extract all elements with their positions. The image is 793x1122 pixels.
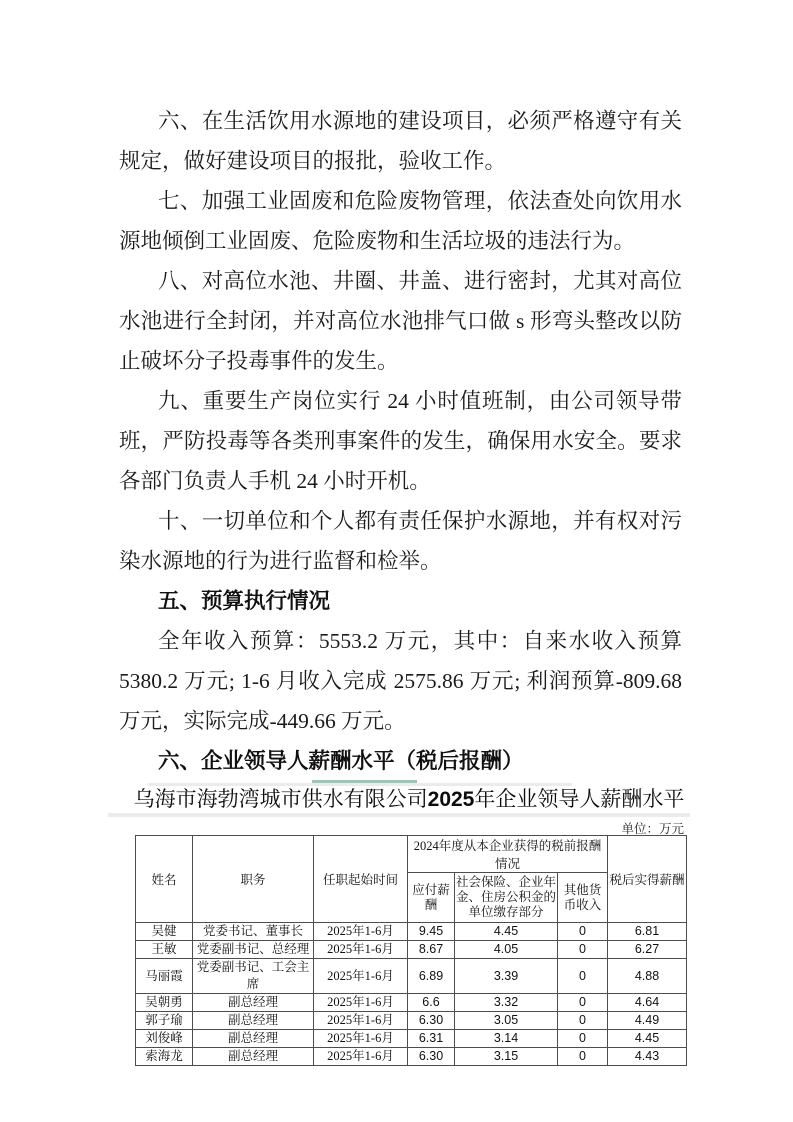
body-text-line: 班，严防投毒等各类刑事案件的发生，确保用水安全。要求: [119, 429, 682, 453]
section-heading: 五、预算执行情况: [158, 589, 331, 613]
col-header-position: 职务: [193, 836, 314, 923]
col-header-term: 任职起始时间: [314, 836, 408, 923]
salary-cell-name: 郭子瑜: [136, 1012, 193, 1030]
title-suffix: 年企业领导人薪酬水平: [474, 787, 685, 811]
salary-table-row: [136, 941, 687, 959]
salary-cell-term: 2025年1-6月: [314, 941, 408, 959]
salary-cell-social: 3.32: [455, 994, 558, 1012]
title-prefix: 乌海市海勃湾城市供水有限公司: [133, 787, 428, 811]
salary-cell-social: 3.14: [455, 1030, 558, 1048]
section-heading: 六、企业领导人薪酬水平（税后报酬）: [158, 749, 524, 773]
salary-cell-term: 2025年1-6月: [314, 959, 408, 994]
salary-table: [135, 835, 687, 1066]
body-text-line: 止破坏分子投毒事件的发生。: [119, 349, 399, 373]
salary-cell-after-tax: 4.43: [608, 1048, 687, 1066]
salary-cell-after-tax: 4.88: [608, 959, 687, 994]
salary-cell-other: 0: [558, 1012, 608, 1030]
salary-cell-position: 副总经理: [193, 1012, 314, 1030]
salary-cell-payable: 6.30: [408, 1012, 455, 1030]
salary-cell-term: 2025年1-6月: [314, 994, 408, 1012]
salary-cell-position: 党委副书记、总经理: [193, 941, 314, 959]
salary-cell-term: 2025年1-6月: [314, 1012, 408, 1030]
salary-table-row: [136, 994, 687, 1012]
body-text-line: 水池进行全封闭，并对高位水池排气口做 s 形弯头整改以防: [119, 309, 682, 333]
salary-cell-other: 0: [558, 1030, 608, 1048]
col-header-other: 其他货币收入: [558, 873, 608, 923]
salary-cell-term: 2025年1-6月: [314, 1030, 408, 1048]
salary-cell-social: 4.05: [455, 941, 558, 959]
salary-table-row: [136, 1030, 687, 1048]
salary-table-row: [136, 1012, 687, 1030]
col-header-payable: 应付薪酬: [408, 873, 455, 923]
salary-cell-social: 4.45: [455, 923, 558, 941]
salary-cell-position: 副总经理: [193, 1048, 314, 1066]
body-text-line: 万元，实际完成-449.66 万元。: [119, 709, 406, 733]
salary-cell-social: 3.39: [455, 959, 558, 994]
salary-cell-name: 索海龙: [136, 1048, 193, 1066]
salary-table-row: [136, 1048, 687, 1066]
salary-cell-name: 刘俊峰: [136, 1030, 193, 1048]
salary-cell-after-tax: 4.45: [608, 1030, 687, 1048]
salary-cell-payable: 9.45: [408, 923, 455, 941]
salary-cell-position: 副总经理: [193, 1030, 314, 1048]
salary-cell-other: 0: [558, 923, 608, 941]
salary-cell-name: 王敏: [136, 941, 193, 959]
salary-cell-term: 2025年1-6月: [314, 923, 408, 941]
salary-cell-payable: 6.30: [408, 1048, 455, 1066]
salary-cell-social: 3.15: [455, 1048, 558, 1066]
divider-bottom: [108, 813, 690, 817]
salary-cell-name: 吴朝勇: [136, 994, 193, 1012]
salary-cell-other: 0: [558, 941, 608, 959]
body-text-line: 六、在生活饮用水源地的建设项目，必须严格遵守有关: [158, 109, 682, 133]
salary-cell-other: 0: [558, 959, 608, 994]
salary-cell-name: 吴健: [136, 923, 193, 941]
col-header-name: 姓名: [136, 836, 193, 923]
body-text-line: 染水源地的行为进行监督和检举。: [119, 549, 442, 573]
body-text-line: 七、加强工业固废和危险废物管理，依法查处向饮用水: [158, 189, 682, 213]
salary-cell-after-tax: 4.49: [608, 1012, 687, 1030]
body-text-line: 各部门负责人手机 24 小时开机。: [119, 469, 431, 493]
salary-cell-name: 马丽霞: [136, 959, 193, 994]
document-body: [119, 101, 682, 781]
salary-cell-payable: 6.89: [408, 959, 455, 994]
body-text-line: 八、对高位水池、井圈、井盖、进行密封，尤其对高位: [158, 269, 682, 293]
body-text-line: 规定，做好建设项目的报批，验收工作。: [119, 149, 507, 173]
col-header-after-tax: 税后实得薪酬: [608, 836, 687, 923]
salary-table-section: [108, 778, 690, 1063]
salary-cell-after-tax: 4.64: [608, 994, 687, 1012]
body-text-line: 十、一切单位和个人都有责任保护水源地，并有权对污: [158, 509, 682, 533]
salary-cell-term: 2025年1-6月: [314, 1048, 408, 1066]
salary-table-title: [128, 786, 690, 813]
salary-cell-payable: 6.31: [408, 1030, 455, 1048]
salary-cell-after-tax: 6.81: [608, 923, 687, 941]
salary-table-row: [136, 959, 687, 994]
body-text-line: 源地倾倒工业固废、危险废物和生活垃圾的违法行为。: [119, 229, 636, 253]
table-header-row-1: [136, 836, 687, 873]
title-year: 2025: [427, 788, 475, 811]
salary-cell-after-tax: 6.27: [608, 941, 687, 959]
salary-cell-other: 0: [558, 1048, 608, 1066]
salary-cell-social: 3.05: [455, 1012, 558, 1030]
body-text-line: 全年收入预算：5553.2 万元，其中：自来水收入预算: [158, 629, 682, 653]
col-header-pretax-group: 2024年度从本企业获得的税前报酬情况: [408, 836, 608, 873]
salary-cell-position: 副总经理: [193, 994, 314, 1012]
body-text-line: 九、重要生产岗位实行 24 小时值班制，由公司领导带: [158, 389, 682, 413]
salary-cell-position: 党委书记、董事长: [193, 923, 314, 941]
col-header-social: 社会保险、企业年金、住房公积金的单位缴存部分: [455, 873, 558, 923]
salary-cell-position: 党委副书记、工会主席: [193, 959, 314, 994]
unit-label: 单位：万元: [621, 822, 684, 836]
salary-cell-payable: 8.67: [408, 941, 455, 959]
body-text-line: 5380.2 万元; 1-6 月收入完成 2575.86 万元; 利润预算-809.68: [119, 669, 682, 693]
salary-table-row: [136, 923, 687, 941]
salary-cell-payable: 6.6: [408, 994, 455, 1012]
salary-cell-other: 0: [558, 994, 608, 1012]
